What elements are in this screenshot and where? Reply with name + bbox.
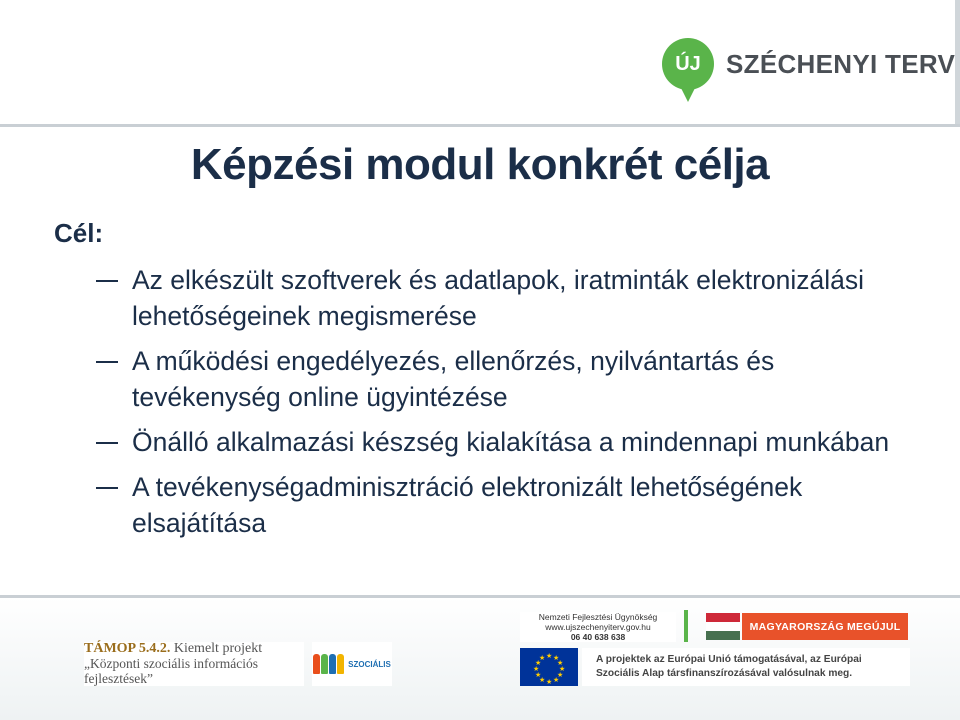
social-logo-text: SZOCIÁLIS [348, 659, 391, 669]
dash-icon [96, 487, 118, 489]
tamop-subtitle: „Központi szociális információs [84, 656, 258, 671]
list-item [96, 424, 896, 460]
agency-name: Nemzeti Fejlesztési Ügynökség [538, 612, 658, 622]
pin-tip [678, 82, 698, 102]
hungary-flag-icon [706, 613, 740, 640]
list-item-text: Önálló alkalmazási készség kialakítása a mindennapi munkában [132, 427, 890, 457]
list-item [96, 469, 896, 541]
goal-label: Cél: [54, 218, 104, 248]
hungary-banner: MAGYARORSZÁG MEGÚJUL [742, 613, 908, 640]
eu-flag-icon: ★ ★ ★ ★ ★ ★ ★ ★ ★ ★ ★ ★ [520, 648, 578, 686]
header-edge [955, 0, 960, 127]
tamop-project: Kiemelt projekt [170, 641, 263, 656]
eu-funding-line-2: Szociális Alap társfinanszírozásával valósulnak meg. [596, 668, 853, 679]
tamop-project-logo [84, 642, 304, 686]
dash-icon [96, 361, 118, 363]
list-item [96, 343, 896, 415]
agency-phone: 06 40 638 638 [570, 632, 626, 642]
tamop-subtitle-2: fejlesztések” [84, 671, 153, 686]
agency-url: www.ujszechenyiterv.gov.hu [545, 622, 651, 632]
list-item [96, 262, 896, 334]
logo-name: SZÉCHENYI TERV [726, 48, 956, 79]
eu-funding-line-1: A projektek az Európai Unió támogatásával, az Európai [596, 654, 862, 665]
tamop-code: TÁMOP 5.4.2. [84, 641, 171, 656]
green-accent-bar [684, 610, 688, 642]
dash-icon [96, 442, 118, 444]
eu-funding-notice [582, 648, 910, 686]
header-divider [0, 124, 960, 127]
footer-divider [0, 595, 960, 598]
dash-icon [96, 280, 118, 282]
people-icon [313, 654, 344, 674]
list-item-text: A működési engedélyezés, ellenőrzés, nyilvántartás és tevékenység online ügyintézése [132, 346, 775, 412]
social-logo [312, 642, 392, 686]
list-item-text: A tevékenységadminisztráció elektronizált lehetőségének elsajátítása [132, 472, 803, 538]
location-pin-icon [662, 38, 714, 100]
logo-badge: ÚJ [662, 38, 714, 90]
list-item-text: Az elkészült szoftverek és adatlapok, iratminták elektronizálási lehetőségeinek megismerése [132, 265, 865, 331]
szechenyi-logo [662, 38, 955, 100]
tamop-title [84, 642, 304, 656]
agency-logo [520, 612, 676, 642]
bullet-list [96, 262, 896, 550]
page-title: Képzési modul konkrét célja [190, 140, 770, 189]
